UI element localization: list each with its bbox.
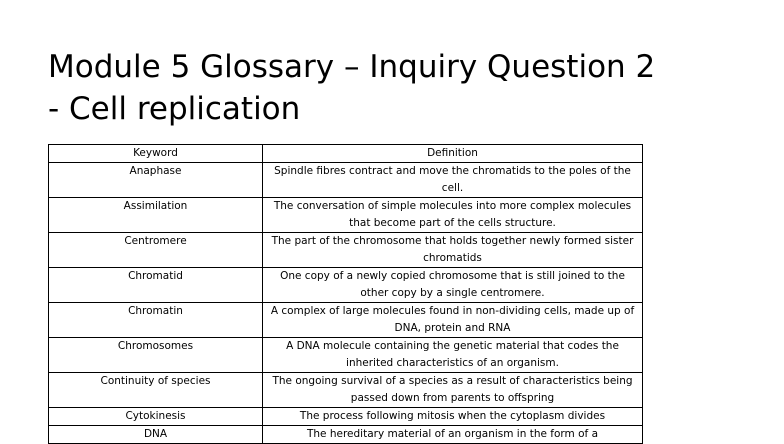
keyword-cell: Chromatin	[49, 303, 263, 338]
table-row	[49, 373, 643, 408]
table-row	[49, 408, 643, 426]
title-line-2: - Cell replication	[48, 91, 301, 127]
table-row	[49, 233, 643, 268]
keyword-cell: Cytokinesis	[49, 408, 263, 426]
glossary-table	[48, 144, 643, 444]
table-row	[49, 198, 643, 233]
definition-cell: A DNA molecule containing the genetic material that codes the inherited characteristics of an organism.	[263, 338, 643, 373]
keyword-cell: Anaphase	[49, 163, 263, 198]
definition-cell: The conversation of simple molecules into more complex molecules that become part of the cells structure.	[263, 198, 643, 233]
header-definition: Definition	[263, 145, 643, 163]
definition-cell: The process following mitosis when the cytoplasm divides	[263, 408, 643, 426]
table-row	[49, 303, 643, 338]
keyword-cell: DNA	[49, 426, 263, 444]
keyword-cell: Centromere	[49, 233, 263, 268]
table-row	[49, 163, 643, 198]
table-row	[49, 268, 643, 303]
definition-cell: Spindle fibres contract and move the chromatids to the poles of the cell.	[263, 163, 643, 198]
definition-cell: One copy of a newly copied chromosome that is still joined to the other copy by a single centromere.	[263, 268, 643, 303]
table-row	[49, 338, 643, 373]
title-line-1: Module 5 Glossary – Inquiry Question 2	[48, 49, 656, 85]
header-keyword: Keyword	[49, 145, 263, 163]
page-title	[48, 46, 748, 130]
keyword-cell: Assimilation	[49, 198, 263, 233]
definition-cell: The hereditary material of an organism in the form of a	[263, 426, 643, 444]
keyword-cell: Chromatid	[49, 268, 263, 303]
definition-cell: The ongoing survival of a species as a result of characteristics being passed down from parents to offspring	[263, 373, 643, 408]
definition-cell: The part of the chromosome that holds together newly formed sister chromatids	[263, 233, 643, 268]
keyword-cell: Chromosomes	[49, 338, 263, 373]
definition-cell: A complex of large molecules found in non-dividing cells, made up of DNA, protein and RNA	[263, 303, 643, 338]
table-header-row	[49, 145, 643, 163]
keyword-cell: Continuity of species	[49, 373, 263, 408]
